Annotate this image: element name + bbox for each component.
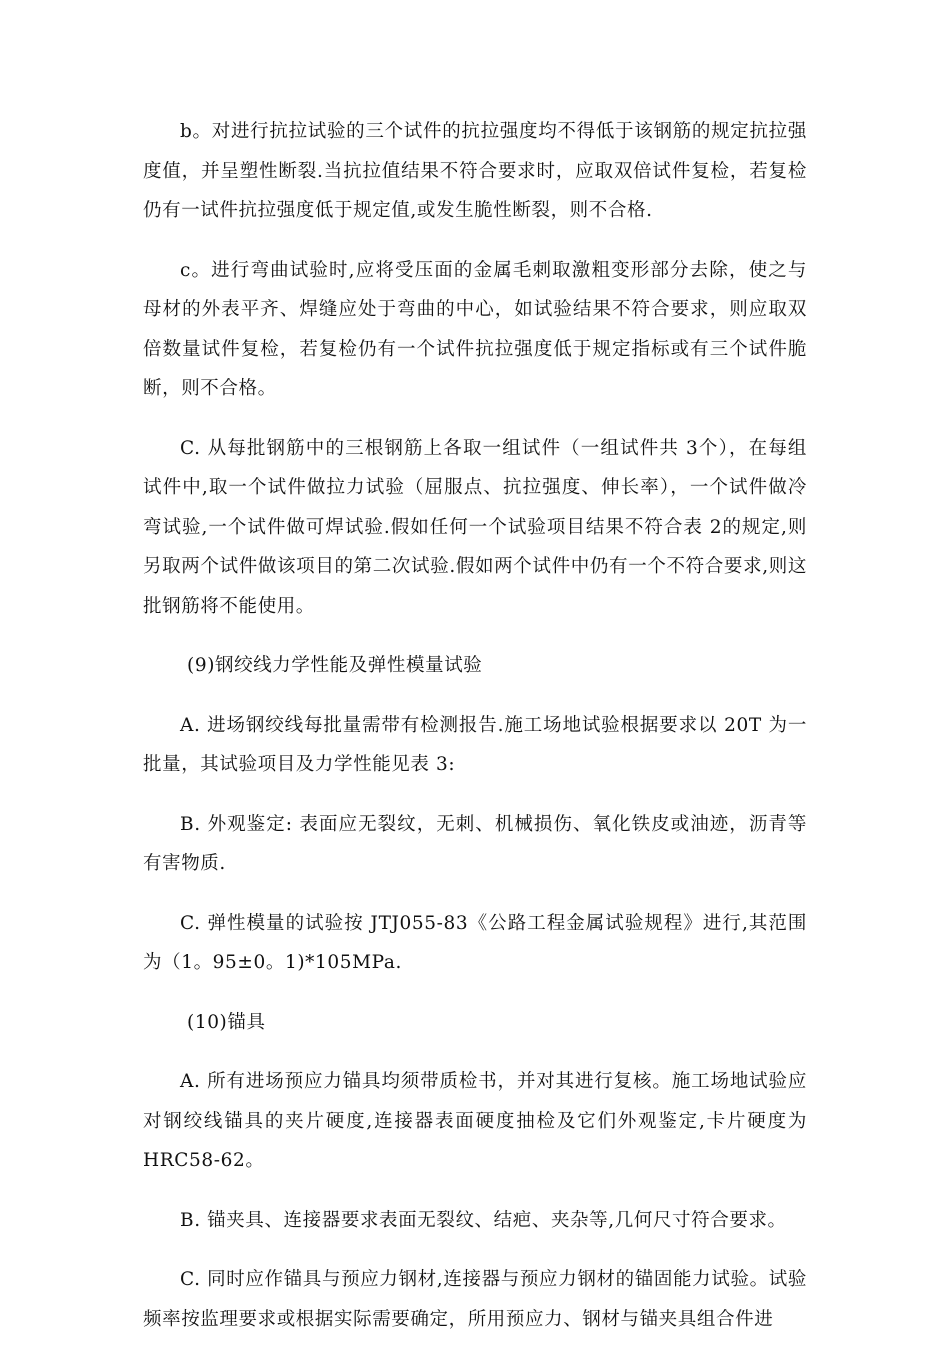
paragraph-c-anchorage-test: C. 同时应作锚具与预应力钢材,连接器与预应力钢材的锚固能力试验。试验频率按监理要求或根据实际需要确定，所用预应力、钢材与锚夹具组合件进 xyxy=(143,1269,807,1330)
paragraph-c-elastic-modulus: C. 弹性模量的试验按 JTJ055-83《公路工程金属试验规程》进行,其范围为（1。95±0。1)*105MPa. xyxy=(143,912,807,973)
paragraph-b-anchor-surface: B. 锚夹具、连接器要求表面无裂纹、结疤、夹杂等,几何尺寸符合要求。 xyxy=(180,1209,787,1231)
paragraph-a-anchorage: A. 所有进场预应力锚具均须带质检书，并对其进行复核。施工场地试验应对钢绞线锚具的夹片硬度,连接器表面硬度抽检及它们外观鉴定,卡片硬度为HRC58-62。 xyxy=(143,1071,807,1171)
paragraph-c-sampling: C. 从每批钢筋中的三根钢筋上各取一组试件（一组试件共 3个），在每组试件中,取一个试件做拉力试验（屈服点、抗拉强度、伸长率），一个试件做冷弯试验,一个试件做可焊试验.假如任何一个试验项目结果不符合表 2的规定,则另取两个试件做该项目的第二次试验.假如两个试件中仍有一个不符合要求,则这批钢筋将不能使用。 xyxy=(143,437,807,617)
paragraph-b-tensile-test: b。对进行抗拉试验的三个试件的抗拉强度均不得低于该钢筋的规定抗拉强度值，并呈塑性断裂.当抗拉值结果不符合要求时，应取双倍试件复检，若复检仍有一试件抗拉强度低于规定值,或发生脆性断裂，则不合格. xyxy=(143,121,807,221)
paragraph-a-strand-batch: A. 进场钢绞线每批量需带有检测报告.施工场地试验根据要求以 20T 为一批量，其试验项目及力学性能见表 3: xyxy=(143,714,807,775)
paragraph-c-bending-test: c。进行弯曲试验时,应将受压面的金属毛刺取激粗变形部分去除，使之与母材的外表平齐、焊缝应处于弯曲的中心，如试验结果不符合要求，则应取双倍数量试件复检，若复检仍有一个试件抗拉强度低于规定指标或有三个试件脆断，则不合格。 xyxy=(143,259,807,399)
section-heading-9: (9)钢绞线力学性能及弹性模量试验 xyxy=(187,655,483,676)
paragraph-b-appearance: B. 外观鉴定: 表面应无裂纹，无刺、机械损伤、氧化铁皮或油迹，沥青等有害物质. xyxy=(143,813,807,874)
document-body xyxy=(143,112,807,1359)
section-heading-10: (10)锚具 xyxy=(187,1011,266,1033)
